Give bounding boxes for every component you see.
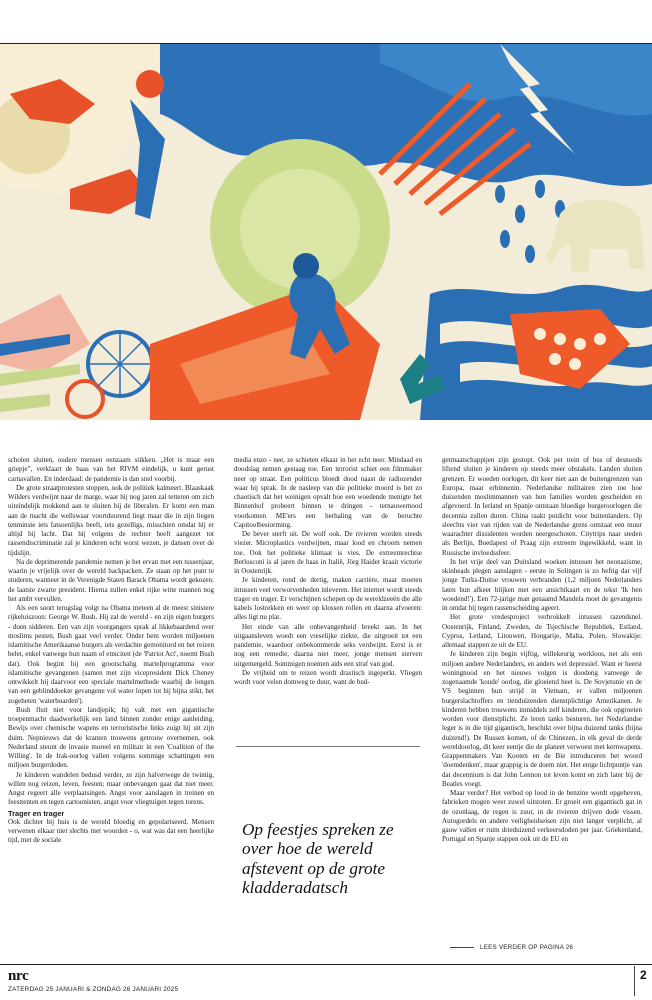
- paragraph: In het vrije deel van Duitsland woeken intussen het neonazisme, skinheads plegen aanslagen - eerste in Solingen is zo heftig dat vijf jonge Turks-Duitse vrouwen verbranden (1,2 miljoen Nederlanders laten hun afkeer blijken met een ansichtkaart en de tekst 'Ik ben woedend!'). Een 72-jarige man genaamd Mandela moet de gevangenis in omdat hij tegen rassenscheiding ageert.: [442, 557, 642, 612]
- article-column-3: [442, 456, 642, 845]
- page-number: 2: [640, 968, 647, 982]
- paragraph: Bush fluit niet voor landjepik; hij valt met een gigantische troepenmacht daadwerkelijk een land binnen zonder enige aanleiding. Bewijs over chemische wapens en terroristische links zuigt hij uit zijn duim. Nepnieuws dat de kranten trouwens getrouw overnemen, ook Nederland steunt de invasie moreel en militair in een 'Coalition of the Willing'. In de Irak-oorlog vallen volgens sommige schattingen een miljoen burgerdoden.: [8, 705, 214, 770]
- paragraph: Het einde van alle onbevangenheid breekt aan. In het uitgaansleven woedt een vreselijke ziekte, die uitgroeit tot een pandemie, waardoor onbekommerde seks verdwijnt. Eerst is er nog een remedie, daarna niet meer, jonge mensen sterven uitgemergeld. Sommigen noemen aids een straf van god.: [234, 622, 422, 668]
- paragraph: De bever sterft uit. De wolf ook. De rivieren worden steeds viezer. Microplastics verdwijnen, maar lood en chroom nemen toe. Ook het politieke klimaat is vies. De extreemrechtse Berlusconi is al jaren de baas in Italië, Jörg Haider kraait victorie in Oostenrijk.: [234, 530, 422, 575]
- continue-text: LEES VERDER OP PAGINA 26: [480, 944, 574, 951]
- nrc-logo: nrc: [8, 968, 29, 984]
- paragraph: Je kinderen wandelen bedusd verder, ze zijn halverwege de twintig, willen nog reizen, leven, feesten; maar onbevangen gaat dat niet meer. Angst regeert alle verplaatsingen. Angst voor aanslagen in treinen en feesttenten en tegen cartoonisten, angst voor vliegtuigen tegen torens.: [8, 770, 214, 807]
- paragraph: Je kinderen, rond de dertig, maken carrière, maar moeten intussen veel verworvenheden inleveren. Het internet wordt steeds trager en trager. Er verschijnen schepen op de wereldzeeën die alle kabels lostrekken en weer op klossen rollen en daarna afvoeren: alles ligt nu plat.: [234, 576, 423, 622]
- article-column-2: [234, 456, 422, 687]
- paragraph: Het grote vredesproject verbrokkelt intussen razendsnel. Oostenrijk, Finland, Zweden, de Tsjechische Republiek, Estland, Cyprus, Letland, Litouwen, Hongarije, Malta, Polen, Slowakije: allemaal stappen ze uit de EU.: [442, 613, 642, 649]
- continue-dash: [450, 947, 474, 948]
- page-number-divider: [634, 966, 635, 996]
- paragraph: De grote straatprotesten stoppen, ook de politiek kalmeert. Blaaskaak Wilders verdwijnt naar de marge, waar hij nog jaren zal tetteren om zich uiteindelijk mokkend aan te sluiten bij de liberalen. Er komt een man aan de macht die wellswaar voortduurend liegt maar die in zijn liegen tenminste iets fatsoenlijks beeft, iets gezelligs, misschien omdat hij er altijd bij lacht. Dat hij volgens de rechter heeft aangezet tot rassendiscriminatie zal je kinderen echt worst wezen, je dansen over de tijdslijn.: [8, 483, 214, 557]
- paragraph: Je kinderen zijn begin vijftig, willekeurig werkloos, net als een miljoen andere Nederlanders, en anders wel depressief. Want er heerst woningnood en het nieuws volgen is doodeng vanwege de zogenaamde 'koude' oorlog, die gloeiend heet is. De Sovjetunie en de VS beginnen hun strijd in Vietnam, er vallen miljoenen burgerslachtoffers en tienduizenden dienstplichtige Amerikanen. Je kinderen hebben trouwens inmiddels zelf kinderen, die ook opgroeien worden voor dienstplicht. Ze leren tanks besturen, het Nederlandse leger is in die tijd gigantisch, beschikt over bijna duizend tanks (bijna duizend!). De Russen komen, of de Chinezen, in elk geval de derde wereldoorlog, dit keer eentje die de planeet verwoest met kernwapens. Grappenmakers Van Kooten en de Bie introduceren het woord 'doemdenken', maar grappig is de doem niet. Het enige lichtpuntje van dat decennium is dat John Lennon tot leven komt en zich later bij de Beatles voegt.: [442, 650, 642, 788]
- paragraph: Na de deprimerende pandemie nemen je het ervan met een tussenjaar, waarin je vrijelijk over de wereld backpacken. Ze staan op het punt te studeren, wanneer in de Verenigde Staten Barack Obama wordt gekozen: de laatste zwarte president. Hierna zullen enkel rijke witte mannen nog het ambt vervullen.: [8, 557, 214, 603]
- pull-quote-rule: [236, 746, 420, 747]
- subhead: Trager en trager: [8, 808, 65, 818]
- paragraph: getmaatschappijen zijn gestopt. Ook per trein of bus of desnoods liftend sluiten je kinderen op steeds meer obstakels. Landen sluiten grenzen. Er woeden oorlogen, dit keer niet aan de buitengrenzen van Europa, maar erbinnenin. Nederlandse militairen zien toe hoe duizenden moslimmannen van hun families worden gescheiden en afgevoerd. In Ierland en Spanje ontstaan bloedige burgeroorlogen die decennia zullen duren. China raakt potdicht voor buitenlanders. Op sleechts vier van rijden van de Nederlandse grens ontstaat een muur waarachter dissidenten worden neergeschoten. Citytrips naar steden als Berlijn, Boedapest of Praag zijn extreem ingewikkeld, want in Russische invloedssfeer.: [442, 456, 642, 557]
- pull-quote: Op feestjes spreken ze over hoe de wereld afstevent op de grote kladderadatsch: [242, 820, 394, 898]
- paragraph: De vrijheid om te reizen wordt drastisch ingeperkt. Vliegen wordt voor velen domweg te duur, want de bud-: [234, 668, 422, 686]
- header-illustration: [0, 44, 652, 420]
- paragraph: Ook dichter bij huis is de wereld bloedig en gepolariseerd. Mensen verwenen elkaar niet slechts met woorden - o, wat was dat een heerlijke tijd, met de sociale: [8, 817, 214, 845]
- paragraph: media enzo - nee, ze schieten elkaar in het echt neer. Mindaad en doodslag nemen gestaag toe. Een terrorist schiet een filmmaker neer op straat. Een politicus bloedt dood naast de radiozender waar hij sprak. In de nasleep van die politieke moord is het zo chaotisch dat het weinigen opvalt hoe een woedende menigte het Binnenhof probeert binnen te dringen - ternauwernood voorkomen ME'ers een herhaling van de beruchte Capitoolbestorming.: [234, 456, 422, 529]
- paragraph: Als een soort terugslag volgt na Obama meteen al de meest sinistere rijkeluiszoon: George W. Bush. Hij zal de wereld - en zijn eigen burgers - doen sidderen. Een van zijn voorgangers sprak al likkebaardend over moslims pesten, Bush gaat veel verder. Onder hem worden miljoenen islamitische Amerikaanse burgers als verdachte gemonitord en het reizen belet, enkel vanwege hun naam of etniciteit (de 'Patriot Act', noemt Bush dat). Ook begint hij een grootschalig marteIprogramma voor islamitische gevangenen (samen met zijn vicepresident Dick Cheney ontwikkelt hij daarvoor een speciale martelmethode waarbij de longen van een geblinddoekte gevangene vol water lopen tot hij bijna stikt, het zogeheten 'waterboarden').: [8, 604, 214, 705]
- paragraph: scholen sluiten, oudere mensen eenzaam stikken. „Het is maar een griepje”, verklaart de baas van het RIVM eindelijk, u kunt gerust carnavallen. En inderdaad: de pandemie is dan snel voorbij.: [8, 456, 214, 483]
- continue-reference[interactable]: [450, 944, 573, 951]
- illustration-artwork: [0, 44, 652, 420]
- paragraph: Maar verder? Het verbod op lood in de benzine wordt opgeheven, fabrieken mogen weer zuwel uitstoten. Er groeit een gigantisch gat in de ozonlaag, de regen is zuur, in de rivieren drijven dode vissen. Autogordels en andere veiligheidseisen zijn niet langer verplicht, al gauw vallen er ruim drieduizend verkeersdoden per jaar. Griekenland, Portugal en Spanje stappen ook uit de EU en: [442, 789, 642, 844]
- article-column-1: [8, 456, 214, 846]
- footer-rule: [0, 964, 652, 965]
- issue-date: ZATERDAG 25 JANUARI & ZONDAG 26 JANUARI 2025: [8, 986, 179, 993]
